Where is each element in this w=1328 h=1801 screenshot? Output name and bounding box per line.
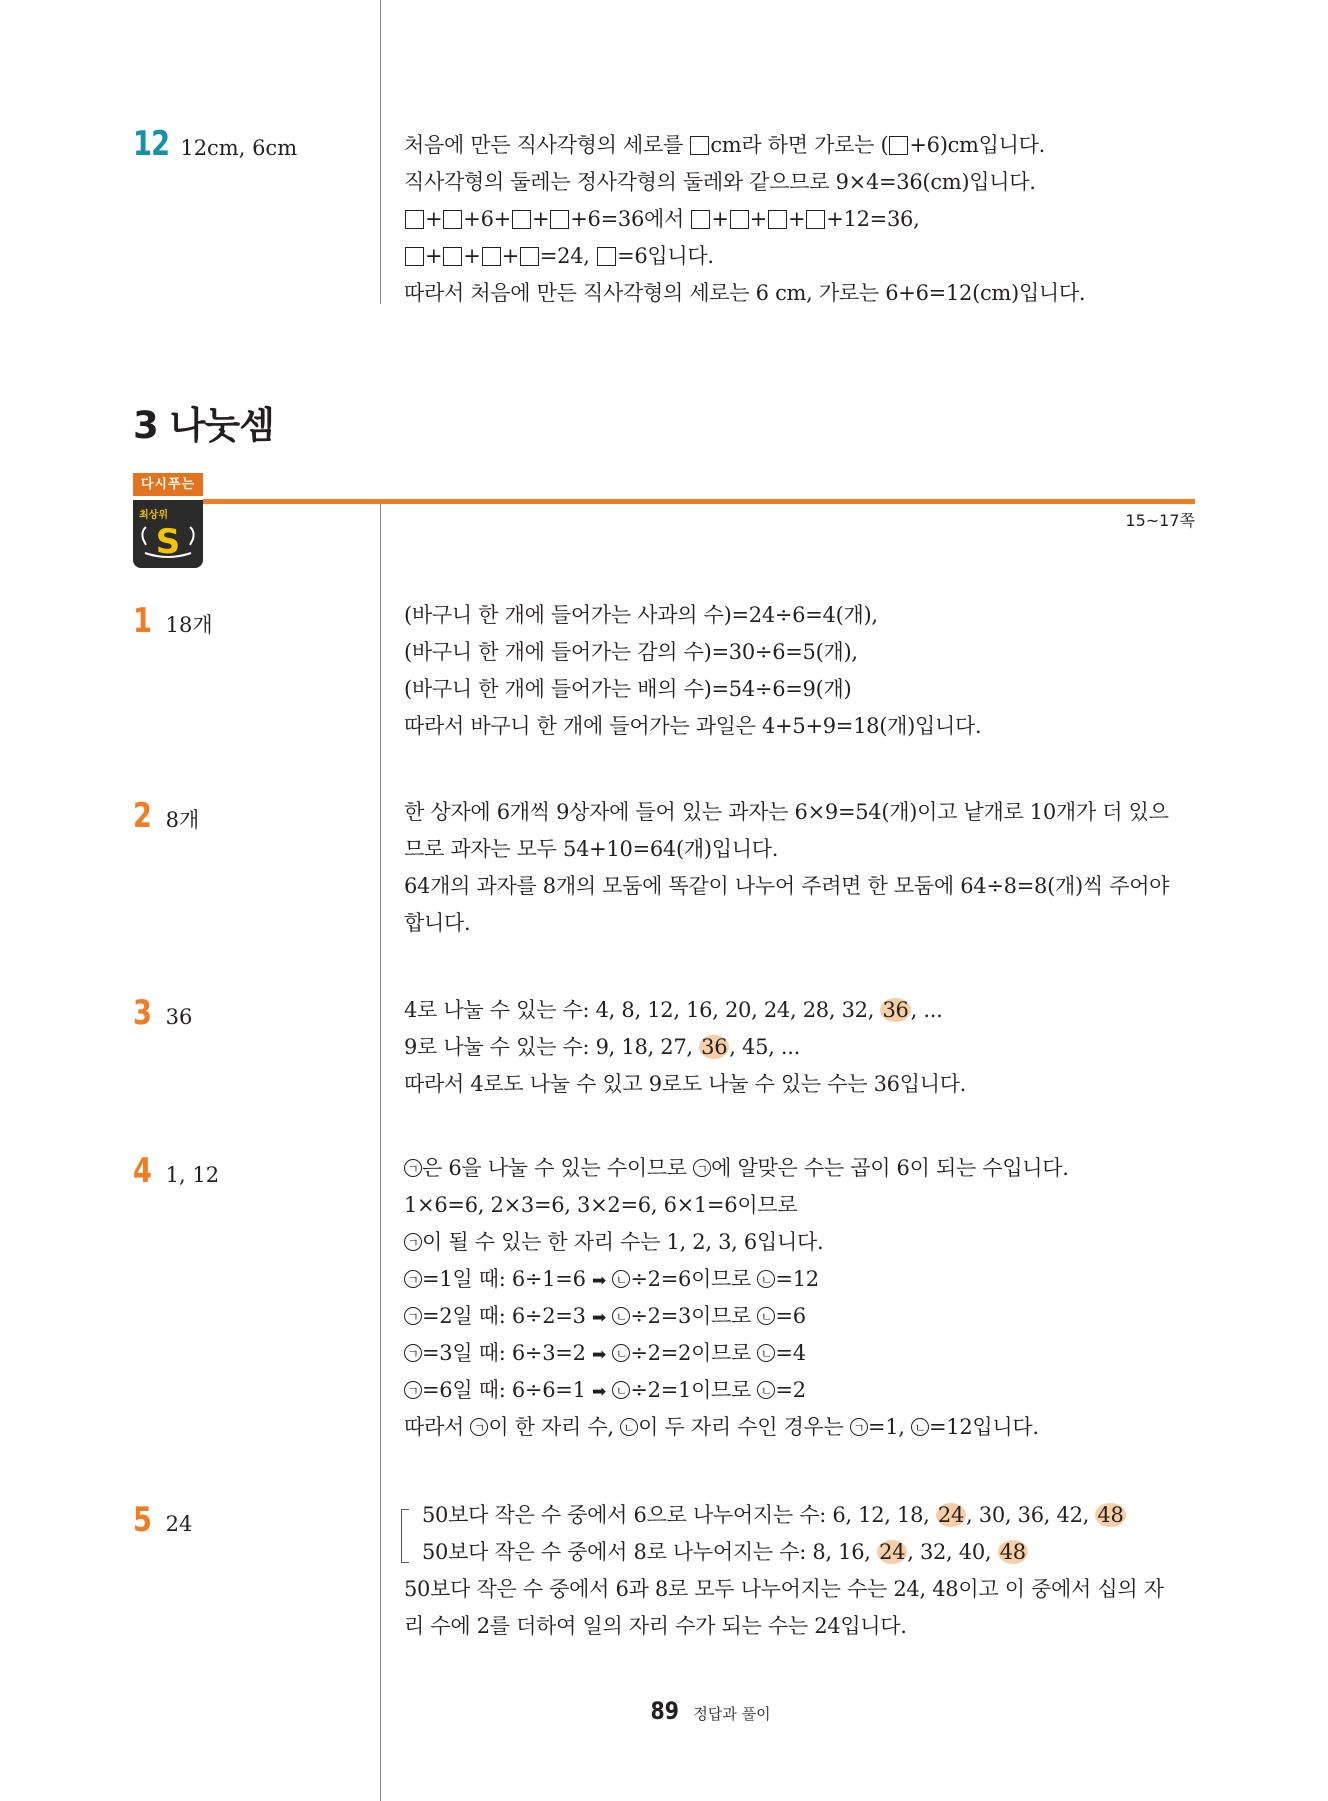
explanation-line: (바구니 한 개에 들어가는 배의 수)=54÷6=9(개)	[404, 677, 852, 701]
circled-nieun-icon: ㄴ	[911, 1418, 929, 1436]
explanation-1	[404, 597, 981, 745]
explanation-line: 한 상자에 6개씩 9상자에 들어 있는 과자는 6×9=54(개)이고 낱개로 10개가 더 있으	[404, 800, 1169, 824]
blank-box-icon	[730, 210, 749, 229]
answer-2	[133, 796, 199, 836]
highlight-mark: 36	[701, 1035, 728, 1059]
circled-giyeok-icon: ㄱ	[404, 1270, 422, 1288]
arrow-right-icon: ➡	[592, 1308, 606, 1328]
section-rule	[203, 499, 1195, 504]
answer-value: 1, 12	[165, 1163, 220, 1187]
blank-box-icon	[597, 247, 616, 266]
circled-nieun-icon: ㄴ	[757, 1381, 775, 1399]
blank-box-icon	[550, 210, 569, 229]
page-footer	[648, 1697, 771, 1725]
answer-3	[133, 993, 192, 1033]
arrow-right-icon: ➡	[592, 1271, 606, 1291]
explanation-3	[404, 992, 966, 1103]
blank-box-icon	[405, 210, 424, 229]
explanation-line: 4로 나눌 수 있는 수: 4, 8, 12, 16, 20, 24, 28, 32, 36, ...	[404, 998, 943, 1022]
highlight-mark: 24	[879, 1540, 906, 1564]
answer-value: 24	[165, 1512, 193, 1536]
logo-caption: 최상위	[139, 510, 168, 521]
problem-number: 3	[133, 993, 152, 1033]
blank-box-icon	[443, 210, 462, 229]
explanation-line: ㄱ =1일 때: 6÷1=6 ➡ ㄴ ÷2=6이므로 ㄴ =12	[404, 1261, 1069, 1298]
blank-box-icon	[520, 247, 539, 266]
answer-5	[133, 1500, 192, 1540]
explanation-line: ㄱ =2일 때: 6÷2=3 ➡ ㄴ ÷2=3이므로 ㄴ =6	[404, 1298, 1069, 1335]
circled-nieun-icon: ㄴ	[612, 1344, 630, 1362]
logo-letter: S	[155, 522, 181, 562]
circled-giyeok-icon: ㄱ	[404, 1159, 422, 1177]
problem-number: 12	[133, 124, 170, 164]
circled-giyeok-icon: ㄱ	[470, 1418, 488, 1436]
blank-box-icon	[512, 210, 531, 229]
answer-value: 36	[165, 1005, 193, 1029]
circled-nieun-icon: ㄴ	[612, 1381, 630, 1399]
problem-number: 2	[133, 796, 152, 836]
explanation-5	[404, 1497, 1164, 1645]
explanation-line: ㄱ 은 6을 나눌 수 있는 수이므로 ㄱ 에 알맞은 수는 곱이 6이 되는 수입니다.	[404, 1150, 1069, 1187]
circled-giyeok-icon: ㄱ	[404, 1233, 422, 1251]
circled-nieun-icon: ㄴ	[612, 1270, 630, 1288]
explanation-line: 합니다.	[404, 911, 471, 935]
circled-nieun-icon: ㄴ	[612, 1307, 630, 1325]
explanation-line: ㄱ 이 될 수 있는 한 자리 수는 1, 2, 3, 6입니다.	[404, 1224, 1069, 1261]
explanation-line: (바구니 한 개에 들어가는 사과의 수)=24÷6=4(개),	[404, 603, 878, 627]
series-logo	[133, 500, 203, 568]
explanation-line: + + + =24, =6입니다.	[404, 238, 1085, 275]
explanation-line: 따라서 처음에 만든 직사각형의 세로는 6 cm, 가로는 6+6=12(cm)입니다.	[404, 281, 1086, 305]
problem-number: 1	[133, 601, 152, 641]
column-divider-top	[380, 0, 381, 304]
explanation-line: 처음에 만든 직사각형의 세로를 cm라 하면 가로는 ( +6)cm입니다.	[404, 133, 1046, 157]
answer-1	[133, 601, 213, 641]
explanation-line: (바구니 한 개에 들어가는 감의 수)=30÷6=5(개),	[404, 640, 858, 664]
explanation-line: 50보다 작은 수 중에서 8로 나누어지는 수: 8, 16, 24, 32, 40, 48	[422, 1540, 1026, 1564]
column-divider-bottom	[380, 504, 381, 1801]
arrow-right-icon: ➡	[592, 1382, 606, 1402]
blank-box-icon	[690, 136, 709, 155]
circled-nieun-icon: ㄴ	[757, 1344, 775, 1362]
explanation-12	[404, 127, 1085, 312]
highlight-mark: 24	[937, 1503, 965, 1527]
circled-giyeok-icon: ㄱ	[404, 1344, 422, 1362]
answer-value: 12cm, 6cm	[180, 136, 298, 160]
circled-nieun-icon: ㄴ	[757, 1270, 775, 1288]
explanation-line: ㄱ =6일 때: 6÷6=1 ➡ ㄴ ÷2=1이므로 ㄴ =2	[404, 1372, 1069, 1409]
answer-value: 18개	[165, 613, 213, 637]
circled-giyeok-icon: ㄱ	[404, 1307, 422, 1325]
answer-4	[133, 1151, 219, 1191]
page-range: 15~17쪽	[1125, 511, 1195, 530]
explanation-4	[404, 1150, 1069, 1446]
explanation-line: 64개의 과자를 8개의 모둠에 똑같이 나누어 주려면 한 모둠에 64÷8=8(개)씩 주어야	[404, 874, 1170, 898]
s-logo-icon	[138, 517, 198, 563]
explanation-line: 따라서 ㄱ 이 한 자리 수, ㄴ 이 두 자리 수인 경우는 ㄱ =1, ㄴ =12입니다.	[404, 1415, 1039, 1439]
explanation-2	[404, 794, 1169, 942]
explanation-line: 리 수에 2를 더하여 일의 자리 수가 되는 수는 24입니다.	[404, 1614, 907, 1638]
blank-box-icon	[691, 210, 710, 229]
circled-giyeok-icon: ㄱ	[404, 1381, 422, 1399]
problem-number: 4	[133, 1151, 152, 1191]
explanation-line: 따라서 4로도 나눌 수 있고 9로도 나눌 수 있는 수는 36입니다.	[404, 1072, 967, 1096]
highlight-mark: 48	[999, 1540, 1026, 1564]
explanation-line: 므로 과자는 모두 54+10=64(개)입니다.	[404, 837, 779, 861]
explanation-line: 50보다 작은 수 중에서 6과 8로 모두 나누어지는 수는 24, 48이고 이 중에서 십의 자	[404, 1577, 1164, 1601]
arrow-right-icon: ➡	[592, 1345, 606, 1365]
page-number: 89	[650, 1697, 679, 1725]
explanation-line: ㄱ =3일 때: 6÷3=2 ➡ ㄴ ÷2=2이므로 ㄴ =4	[404, 1335, 1069, 1372]
blank-box-icon	[482, 247, 501, 266]
blank-box-icon	[405, 247, 424, 266]
answer-value: 8개	[165, 808, 200, 832]
circled-giyeok-icon: ㄱ	[850, 1418, 868, 1436]
explanation-line: 1×6=6, 2×3=6, 3×2=6, 6×1=6이므로	[404, 1193, 798, 1217]
explanation-line: 9로 나눌 수 있는 수: 9, 18, 27, 36, 45, ...	[404, 1035, 801, 1059]
highlight-mark: 48	[1097, 1503, 1124, 1527]
highlight-mark: 36	[882, 998, 909, 1022]
blank-box-icon	[806, 210, 825, 229]
blank-box-icon	[889, 136, 908, 155]
section-badge: 다시푸는	[133, 473, 203, 496]
circled-nieun-icon: ㄴ	[757, 1307, 775, 1325]
answer-12	[133, 124, 297, 164]
problem-number: 5	[133, 1500, 152, 1540]
footer-label: 정답과 풀이	[693, 1705, 771, 1723]
circled-nieun-icon: ㄴ	[620, 1418, 638, 1436]
section-title: 3 나눗셈	[133, 404, 274, 447]
explanation-line: 직사각형의 둘레는 정사각형의 둘레와 같으므로 9×4=36(cm)입니다.	[404, 170, 1036, 194]
explanation-line: + +6+ + +6=36에서 + + + +12=36,	[404, 201, 1085, 238]
blank-box-icon	[768, 210, 787, 229]
explanation-line: 따라서 바구니 한 개에 들어가는 과일은 4+5+9=18(개)입니다.	[404, 714, 982, 738]
circled-giyeok-icon: ㄱ	[693, 1159, 711, 1177]
blank-box-icon	[443, 247, 462, 266]
explanation-line: 50보다 작은 수 중에서 6으로 나누어지는 수: 6, 12, 18, 24, 30, 36, 42, 48	[422, 1503, 1124, 1527]
